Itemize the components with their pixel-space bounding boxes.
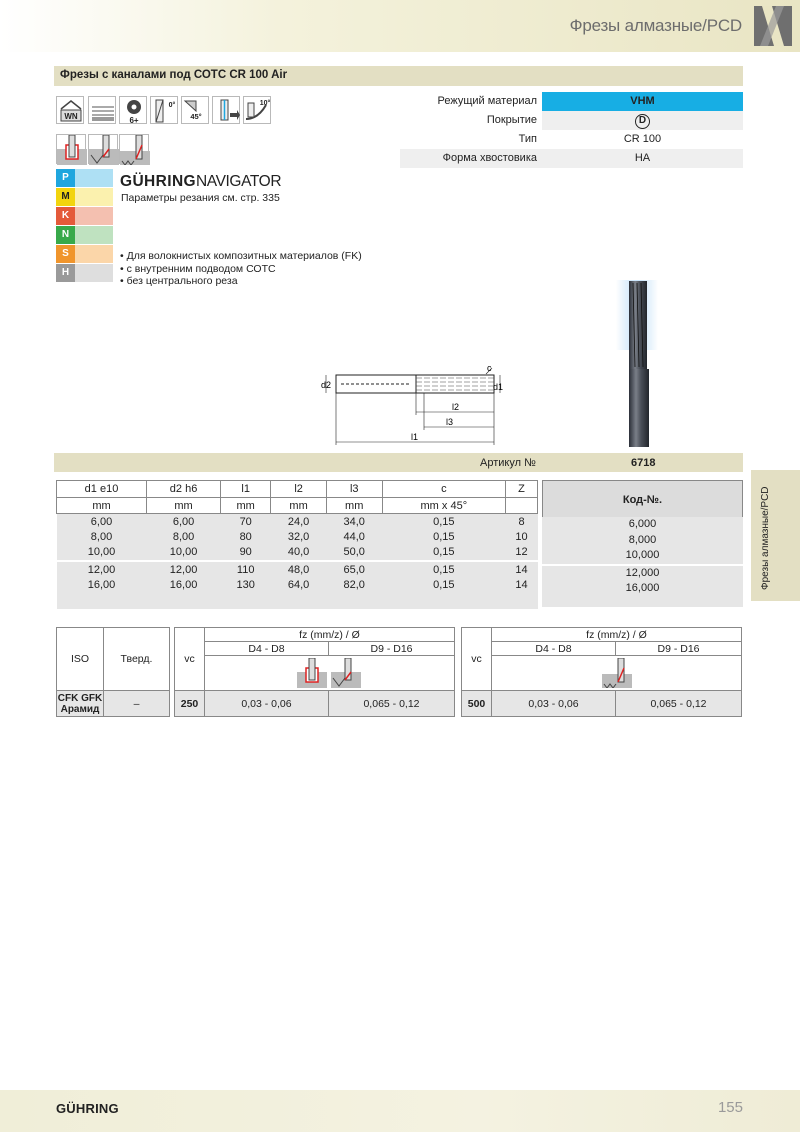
guhring-navigator-logo: GÜHRINGNAVIGATOR [120, 173, 282, 190]
product-title-bar [54, 66, 743, 86]
spec-value: CR 100 [623, 133, 662, 145]
side-section-tab[interactable] [751, 470, 800, 601]
iso-letter: P [56, 169, 75, 187]
iso-group-p [56, 169, 113, 187]
table-row: 6,00 6,00 70 24,0 34,0 0,15 8 [57, 514, 538, 530]
spec-label: Форма хвостовика [442, 152, 537, 164]
cutting-material-table [56, 627, 170, 717]
side-tab-label: Фрезы алмазные/PCD [760, 486, 771, 590]
code-header: Код-№. [542, 480, 743, 520]
side-milling-icon [119, 134, 149, 164]
material-cell: CFK GFK Арамид [57, 692, 103, 715]
dimensions-table [56, 480, 538, 609]
label-l1: l1 [411, 432, 419, 442]
spec-cutting-material [400, 92, 743, 111]
code-column [542, 517, 743, 607]
page-footer [0, 1090, 800, 1132]
spec-value: VHM [542, 92, 743, 111]
unit: mm x 45° [382, 498, 506, 514]
slot-milling-icon [56, 134, 86, 164]
col-header: l2 [271, 481, 327, 498]
flutes-label: 6+ [129, 116, 139, 125]
fz-header: fz (mm/z) / Ø [205, 628, 455, 642]
surface-finish-icon [88, 96, 116, 124]
spec-shank-form [400, 149, 743, 168]
vc-value: 500 [462, 691, 492, 717]
spec-value [542, 111, 743, 130]
iso-group-k [56, 207, 113, 225]
feature-item: • без центрального реза [120, 275, 238, 287]
fz-value: 0,03 - 0,06 [205, 691, 329, 717]
label-d2: d2 [321, 380, 332, 390]
ramp-label: 10° [259, 100, 271, 107]
article-label: Артикул № [480, 457, 536, 469]
wn-shank-icon [56, 96, 84, 124]
table-row: 8,00 8,00 80 32,0 44,0 0,15 10 [57, 529, 538, 545]
col-header: d1 e10 [57, 481, 147, 498]
product-title: Фрезы с каналами под СОТС CR 100 Air [60, 69, 288, 81]
unit [506, 498, 538, 514]
chamfer-angle-icon [181, 96, 209, 124]
iso-letter: K [56, 207, 75, 225]
spec-type [400, 130, 743, 149]
article-number: 6718 [631, 457, 656, 469]
vc-header: vc [462, 628, 492, 691]
profile-milling-icon [88, 134, 118, 164]
units-row [57, 498, 538, 514]
chamfer-label: 45° [190, 112, 202, 121]
article-bar [54, 453, 743, 472]
iso-letter: S [56, 245, 75, 263]
side-milling-icon [492, 656, 742, 691]
unit: mm [221, 498, 271, 514]
section-logo-icon [754, 6, 792, 46]
spec-coating [400, 111, 743, 130]
cutting-params-note: Параметры резания см. стр. 335 [121, 192, 280, 204]
unit: mm [271, 498, 327, 514]
feature-list [120, 250, 362, 288]
fz-header: fz (mm/z) / Ø [492, 628, 742, 642]
coating-badge: D [635, 114, 650, 129]
label-d1: d1 [493, 382, 504, 392]
code-value: 12,000 [625, 566, 660, 579]
page-number: 155 [717, 1099, 743, 1116]
helix-label: 0° [168, 102, 176, 109]
feature-item: • Для волокнистых композитных материалов (FK) [120, 250, 362, 262]
fz-value: 0,065 - 0,12 [616, 691, 742, 717]
range-d9-d16: D9 - D16 [329, 642, 455, 656]
spec-label: Режущий материал [437, 95, 537, 107]
iso-letter: N [56, 226, 75, 244]
label-l3: l3 [446, 417, 454, 427]
code-value: 10,000 [625, 549, 660, 561]
range-d4-d8: D4 - D8 [205, 642, 329, 656]
col-header: Z [506, 481, 538, 498]
range-d9-d16: D9 - D16 [616, 642, 742, 656]
col-header: c [382, 481, 506, 498]
wn-label: WN [64, 112, 78, 121]
spec-label: Тип [518, 133, 537, 145]
fz-value: 0,03 - 0,06 [492, 691, 616, 717]
helix-angle-icon [150, 96, 178, 124]
range-d4-d8: D4 - D8 [492, 642, 616, 656]
feature-item: • с внутренним подводом СОТС [120, 262, 276, 275]
col-header: d2 h6 [147, 481, 221, 498]
table-row: 12,00 12,00 110 48,0 65,0 0,15 14 [57, 562, 538, 578]
tool-photo [612, 275, 662, 450]
profile-milling-icon [329, 656, 455, 691]
coolant-through-icon [212, 96, 240, 124]
hardness-header: Тверд. [104, 628, 170, 691]
hardness-value: – [104, 691, 170, 717]
col-header: l1 [221, 481, 271, 498]
flutes-count-icon [119, 96, 147, 124]
cutting-block-2 [461, 627, 742, 717]
unit: mm [57, 498, 147, 514]
iso-header: ISO [57, 628, 104, 691]
cutting-block-1 [174, 627, 455, 717]
spec-label: Покрытие [486, 114, 537, 126]
iso-letter: M [56, 188, 75, 206]
code-value: 16,000 [625, 582, 660, 594]
iso-group-m [56, 188, 113, 206]
code-value: 8,000 [628, 533, 657, 546]
dimension-drawing [316, 360, 506, 450]
vc-value: 250 [175, 691, 205, 717]
iso-group-s [56, 245, 113, 263]
spec-value: HA [634, 152, 651, 164]
slot-milling-icon [205, 656, 329, 691]
vc-header: vc [175, 628, 205, 691]
label-c: c [487, 363, 492, 373]
label-l2: l2 [452, 402, 460, 412]
iso-letter: H [56, 264, 75, 282]
unit: mm [147, 498, 221, 514]
table-row: 10,00 10,00 90 40,0 50,0 0,15 12 [57, 545, 538, 561]
iso-group-n [56, 226, 113, 244]
col-header: l3 [326, 481, 382, 498]
table-header-row [57, 481, 538, 498]
ramp-angle-icon [243, 96, 271, 124]
table-row: 16,00 16,00 130 64,0 82,0 0,15 14 [57, 578, 538, 594]
code-value: 6,000 [628, 518, 657, 530]
iso-group-h [56, 264, 113, 282]
unit: mm [326, 498, 382, 514]
footer-logo: GÜHRING [56, 1101, 119, 1116]
fz-value: 0,065 - 0,12 [329, 691, 455, 717]
section-title: Фрезы алмазные/PCD [569, 16, 742, 35]
